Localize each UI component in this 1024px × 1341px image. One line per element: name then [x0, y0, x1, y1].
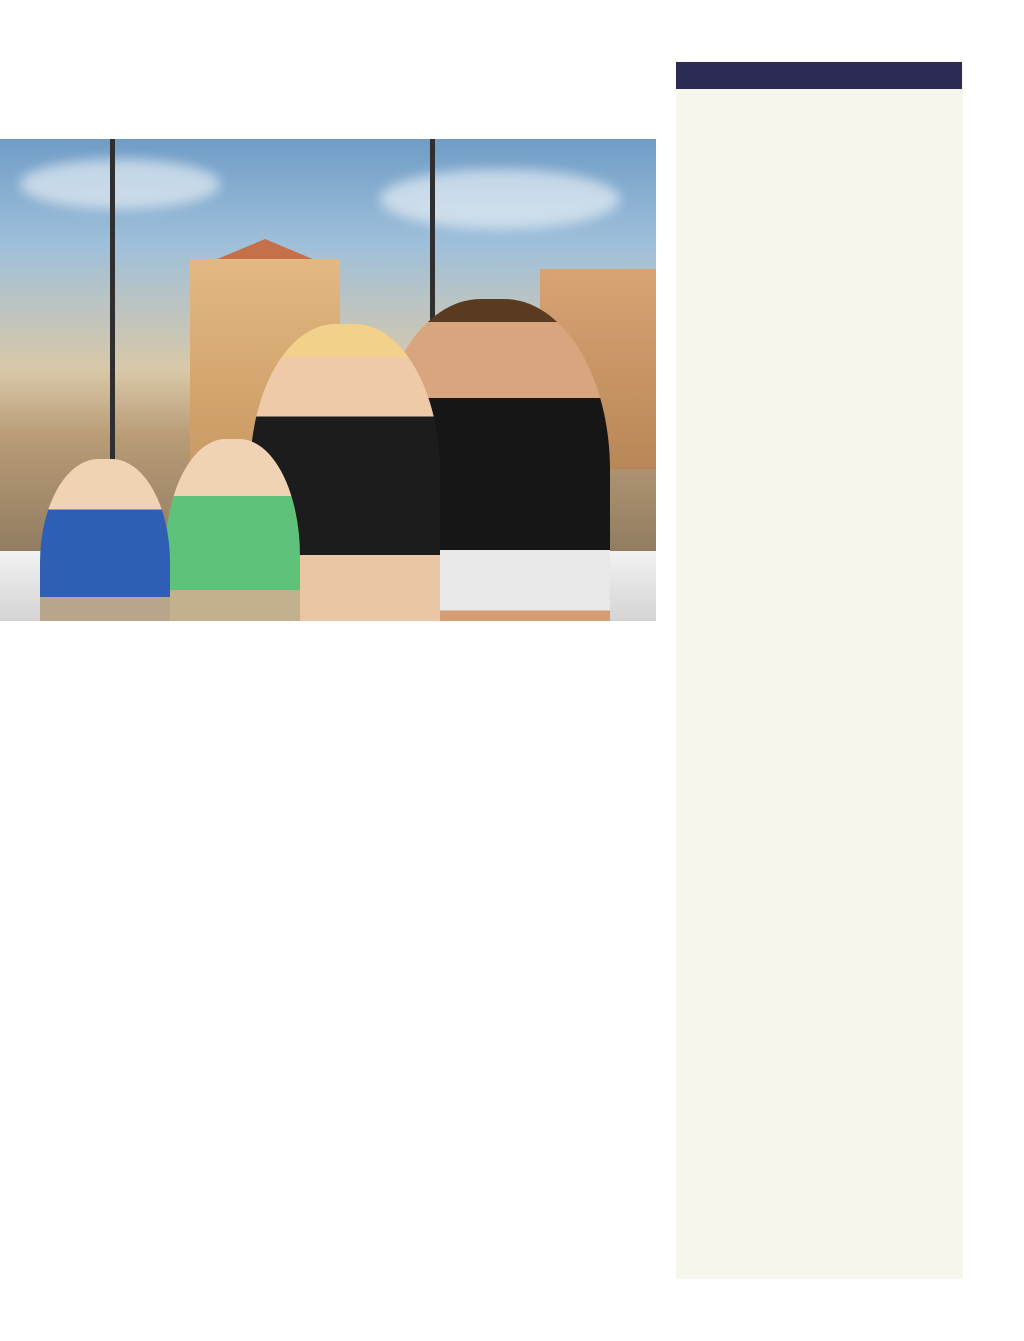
page-footer — [932, 1296, 962, 1313]
article-body — [62, 679, 655, 685]
new-members-sidebar — [676, 61, 963, 1279]
sidebar-title — [676, 62, 962, 89]
family-photo — [0, 139, 656, 621]
